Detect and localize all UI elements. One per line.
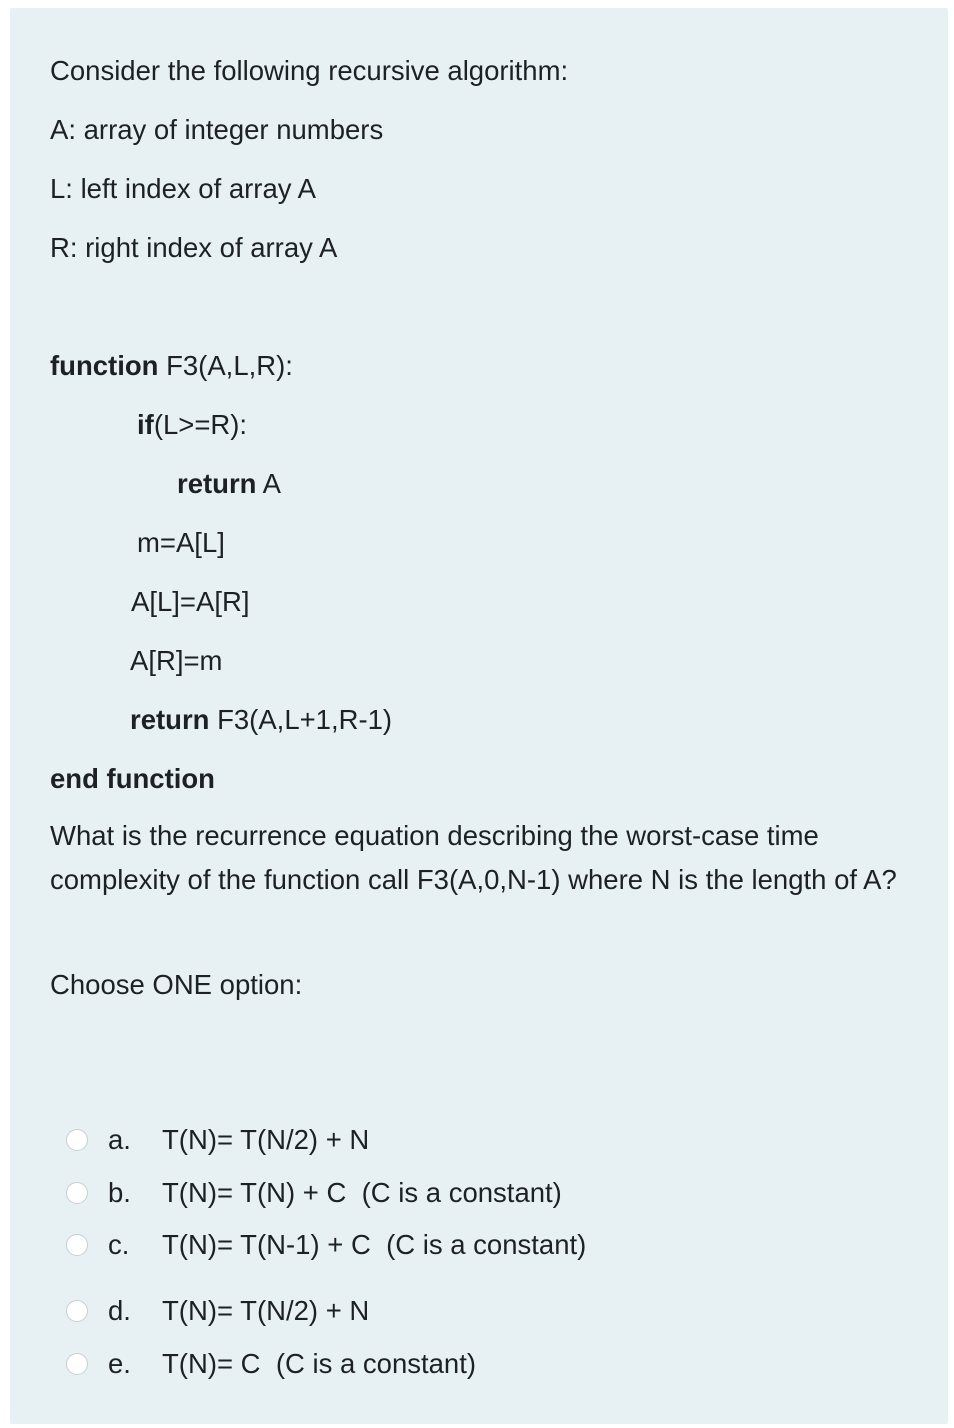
option-a[interactable]: [66, 1122, 369, 1158]
option-letter: d.: [108, 1295, 131, 1326]
intro-line-1: Consider the following recursive algorithm:: [50, 55, 569, 86]
option-c[interactable]: [66, 1227, 586, 1263]
question-text: What is the recurrence equation describing the worst-case time complexity of the function call F3(A,0,N-1) where N is the length of A?: [50, 820, 897, 895]
option-letter: e.: [108, 1348, 131, 1379]
option-letter: b.: [108, 1177, 131, 1208]
code-return-recursive-line: [130, 704, 392, 736]
code-if-line: [137, 409, 247, 441]
intro-line-2: A: array of integer numbers: [50, 114, 384, 145]
code-end-function: end function: [50, 763, 215, 794]
code-stmt-3: A[R]=m: [130, 645, 223, 676]
option-text[interactable]: T(N)= T(N-1) + C (C is a constant): [162, 1229, 587, 1260]
radio-button[interactable]: [66, 1234, 88, 1256]
radio-button[interactable]: [66, 1300, 88, 1322]
choose-prompt: Choose ONE option:: [50, 969, 303, 1000]
return-value: A: [256, 468, 281, 499]
return-keyword: return: [177, 468, 257, 499]
radio-button[interactable]: [66, 1353, 88, 1375]
intro-line-4: R: right index of array A: [50, 232, 338, 263]
option-letter: c.: [108, 1229, 130, 1260]
option-letter: a.: [108, 1124, 131, 1155]
code-stmt-2: A[L]=A[R]: [131, 586, 250, 617]
return-keyword: return: [130, 704, 210, 735]
option-text[interactable]: T(N)= C (C is a constant): [162, 1348, 477, 1379]
option-b[interactable]: [66, 1175, 562, 1211]
if-keyword: if: [137, 409, 154, 440]
option-text[interactable]: T(N)= T(N/2) + N: [162, 1124, 370, 1155]
radio-button[interactable]: [66, 1129, 88, 1151]
code-function-line: [50, 350, 293, 382]
intro-line-3: L: left index of array A: [50, 173, 316, 204]
code-return-a-line: [177, 468, 281, 500]
return-call: F3(A,L+1,R-1): [209, 704, 393, 735]
option-e[interactable]: [66, 1346, 476, 1382]
radio-button[interactable]: [66, 1182, 88, 1204]
option-d[interactable]: [66, 1293, 369, 1329]
function-signature: F3(A,L,R):: [158, 350, 293, 381]
function-keyword: function: [50, 350, 159, 381]
option-text[interactable]: T(N)= T(N) + C (C is a constant): [162, 1177, 562, 1208]
option-text[interactable]: T(N)= T(N/2) + N: [162, 1295, 370, 1326]
code-stmt-1: m=A[L]: [137, 527, 225, 558]
if-condition: (L>=R):: [153, 409, 248, 440]
